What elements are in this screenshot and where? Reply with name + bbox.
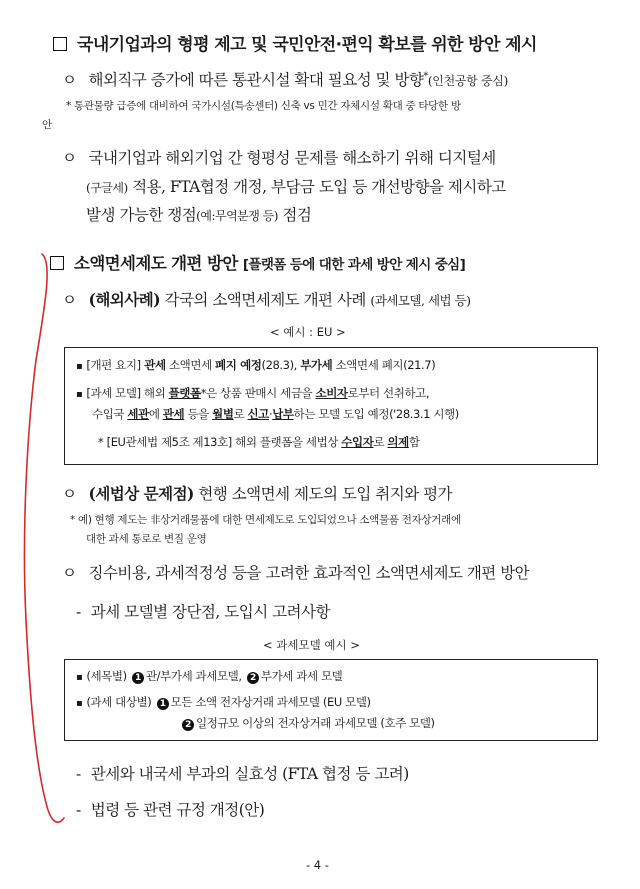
circled-number-2: 2 — [247, 672, 259, 684]
section2-dash2: - 관세와 내국세 부과의 실효성 (FTA 협정 등 고려) — [76, 765, 409, 783]
eu-box-item2-line2: 수입국 세관에 관세 등을 월별로 신고·납부하는 모델 도입 예정('28.3.1 시행) — [92, 407, 459, 421]
eu-box-item2: ▪ [과세 모델] 해외 플랫폼*은 상품 판매시 세금을 소비자로부터 선취하고, — [76, 386, 430, 400]
model-box-item1: ▪ (세목별) 1 관/부가세 과세모델, 2 부가세 과세 모델 — [76, 669, 343, 683]
circled-number-1: 1 — [157, 698, 169, 710]
section2-footnote2: * 예) 현행 제도는 非상거래물품에 대한 면세제도로 도입되었으나 소액물품 전자상거래에 — [70, 514, 461, 526]
circled-number-1: 1 — [132, 672, 144, 684]
model-box-item2-line2: 2 일정규모 이상의 전자상거래 과세모델 (호주 모델) — [180, 715, 435, 731]
section2-footnote2-cont: 대한 과세 통로로 변질 운영 — [86, 533, 207, 545]
section2-bullet2: ㅇ (세법상 문제점) 현행 소액면세 제도의 도입 취지와 평가 — [62, 484, 453, 503]
checkbox-icon — [50, 256, 64, 270]
section2-dash1: - 과세 모델별 장단점, 도입시 고려사항 — [76, 603, 330, 621]
section2-dash3: - 법령 등 관련 규정 개정(안) — [76, 801, 265, 819]
section1-footnote1-cont: 안 — [42, 119, 52, 131]
section2-heading: 소액면세제도 개편 방안 [플랫폼 등에 대한 과세 방안 제시 중심] — [50, 250, 465, 274]
checkbox-icon — [53, 37, 67, 51]
section1-heading: 국내기업과의 형평 제고 및 국민안전·편익 확보를 위한 방안 제시 — [53, 30, 537, 55]
eu-box-item1: ▪ [개편 요지] 관세 소액면세 폐지 예정(28.3), 부가세 소액면세 폐지(21.7) — [76, 358, 436, 372]
eu-example-caption: < 예시 : EU > — [270, 325, 346, 339]
section1-bullet2: ㅇ 국내기업과 해외기업 간 형평성 문제를 해소하기 위해 디지털세 — [62, 149, 496, 167]
section1-footnote1: * 통관물량 급증에 대비하여 국가시설(특송센터) 신축 vs 민간 자체시설 확대 중 타당한 방 — [66, 100, 461, 112]
eu-box-item3: * [EU관세법 제5조 제13호] 해외 플랫폼을 세법상 수입자로 의제함 — [98, 435, 420, 449]
model-example-caption: < 과세모델 예시 > — [263, 638, 360, 652]
section2-bullet1: ㅇ (해외사례) 각국의 소액면세제도 개편 사례 (과세모델, 세법 등) — [62, 290, 471, 309]
section2-bullet3: ㅇ 징수비용, 과세적정성 등을 고려한 효과적인 소액면세제도 개편 방안 — [62, 564, 530, 582]
page-number: - 4 - — [306, 858, 329, 872]
circled-number-2: 2 — [182, 719, 194, 731]
section1-bullet2-line2: (구글세) 적용, FTA협정 개정, 부담금 도입 등 개선방향을 제시하고 — [86, 178, 506, 196]
section1-bullet2-line3: 발생 가능한 쟁점(예:무역분쟁 등) 점검 — [86, 206, 312, 224]
section1-bullet1: ㅇ 해외직구 증가에 따른 통관시설 확대 필요성 및 방향*(인천공항 중심) — [62, 70, 508, 89]
model-box-item2: ▪ (과세 대상별) 1 모든 소액 전자상거래 과세모델 (EU 모델) — [76, 695, 371, 709]
